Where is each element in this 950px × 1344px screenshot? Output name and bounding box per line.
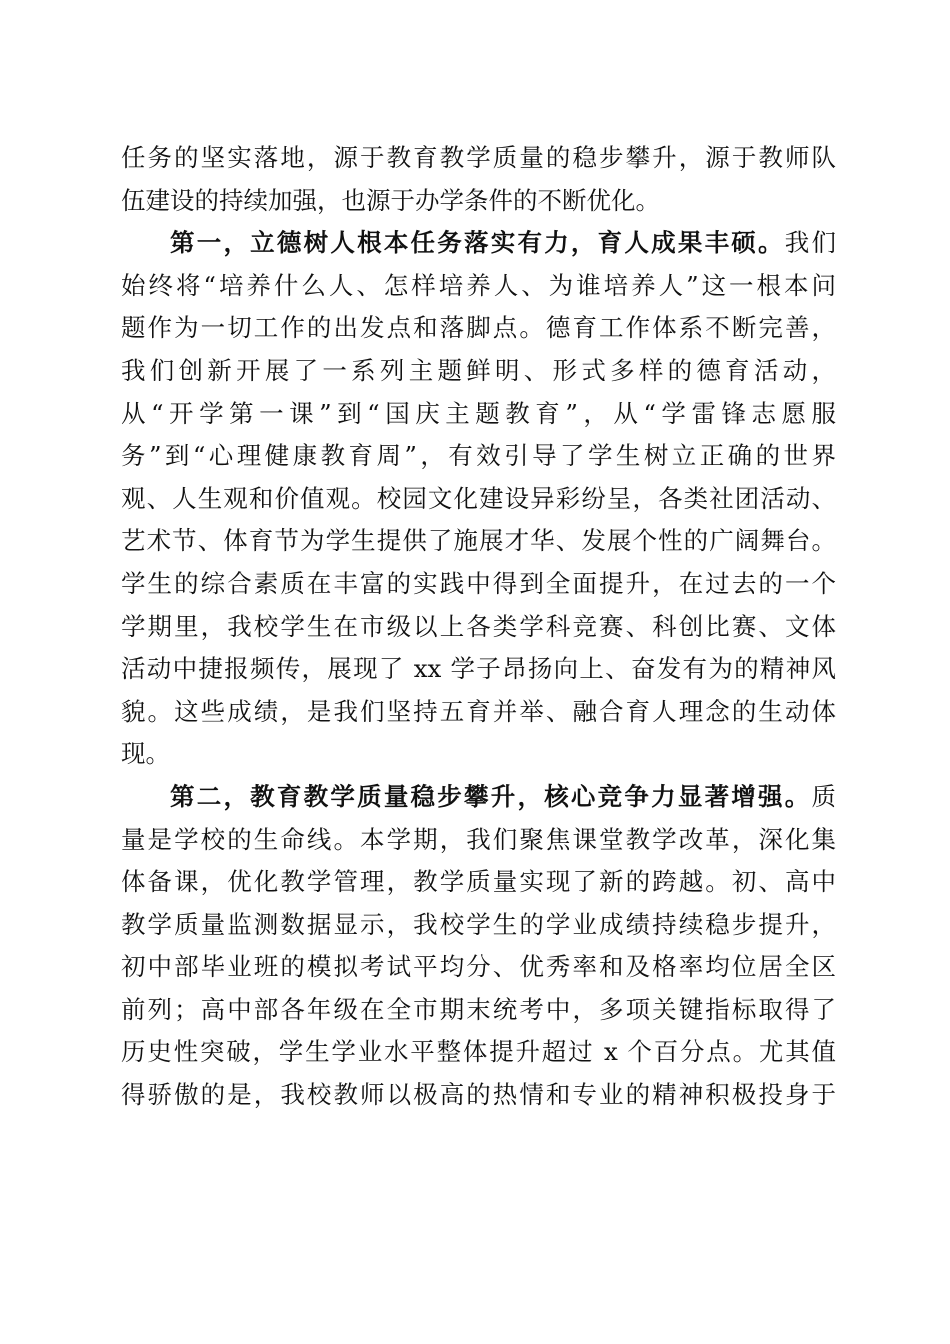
text-line: 得骄傲的是，我校教师以极高的热情和专业的精神积极投身于 xyxy=(121,1080,836,1110)
paragraph-heading: 第二，教育教学质量稳步攀升，核心竞争力显著增强。 xyxy=(170,781,812,811)
text-line: 艺术节、体育节为学生提供了施展才华、发展个性的广阔舞台。 xyxy=(121,526,836,556)
text-line: 前列；高中部各年级在全市期末统考中，多项关键指标取得了 xyxy=(121,994,836,1024)
text-line: 学生的综合素质在丰富的实践中得到全面提升，在过去的一个 xyxy=(121,568,836,598)
text-line: 貌。这些成绩，是我们坚持五育并举、融合育人理念的生动体 xyxy=(121,696,836,726)
text-line: 量是学校的生命线。本学期，我们聚焦课堂教学改革，深化集 xyxy=(121,824,836,854)
text-run: 质 xyxy=(811,781,836,811)
paragraph-heading: 第一，立德树人根本任务落实有力，育人成果丰硕。 xyxy=(170,228,785,258)
text-line: 始终将“培养什么人、怎样培养人、为谁培养人”这一根本问 xyxy=(121,270,836,300)
text-line: 题作为一切工作的出发点和落脚点。德育工作体系不断完善， xyxy=(121,313,836,343)
paragraph xyxy=(121,776,836,1117)
text-line: 我们创新开展了一系列主题鲜明、形式多样的德育活动， xyxy=(121,355,836,385)
text-line: 观、人生观和价值观。校园文化建设异彩纷呈，各类社团活动、 xyxy=(121,483,836,513)
text-line: 务”到“心理健康教育周”，有效引导了学生树立正确的世界 xyxy=(121,441,836,471)
text-line: 活动中捷报频传，展现了 xx 学子昂扬向上、奋发有为的精神风 xyxy=(121,654,836,684)
text-line: 学期里，我校学生在市级以上各类学科竞赛、科创比赛、文体 xyxy=(121,611,836,641)
text-line xyxy=(121,776,836,819)
text-line: 教学质量监测数据显示，我校学生的学业成绩持续稳步提升， xyxy=(121,909,836,939)
text-line: 历史性突破，学生学业水平整体提升超过 x 个百分点。尤其值 xyxy=(121,1037,836,1067)
text-line: 初中部毕业班的模拟考试平均分、优秀率和及格率均位居全区 xyxy=(121,952,836,982)
paragraph xyxy=(121,222,836,776)
body-text xyxy=(121,137,836,1117)
text-line xyxy=(121,222,836,265)
text-line: 从“开学第一课”到“国庆主题教育”，从“学雷锋志愿服 xyxy=(121,398,836,428)
text-line: 现。 xyxy=(121,739,170,769)
paragraph xyxy=(121,137,836,222)
text-line: 伍建设的持续加强，也源于办学条件的不断优化。 xyxy=(121,185,660,215)
text-line: 任务的坚实落地，源于教育教学质量的稳步攀升，源于教师队 xyxy=(121,143,836,172)
text-run: 我们 xyxy=(784,228,837,258)
text-line: 体备课，优化教学管理，教学质量实现了新的跨越。初、高中 xyxy=(121,867,836,897)
